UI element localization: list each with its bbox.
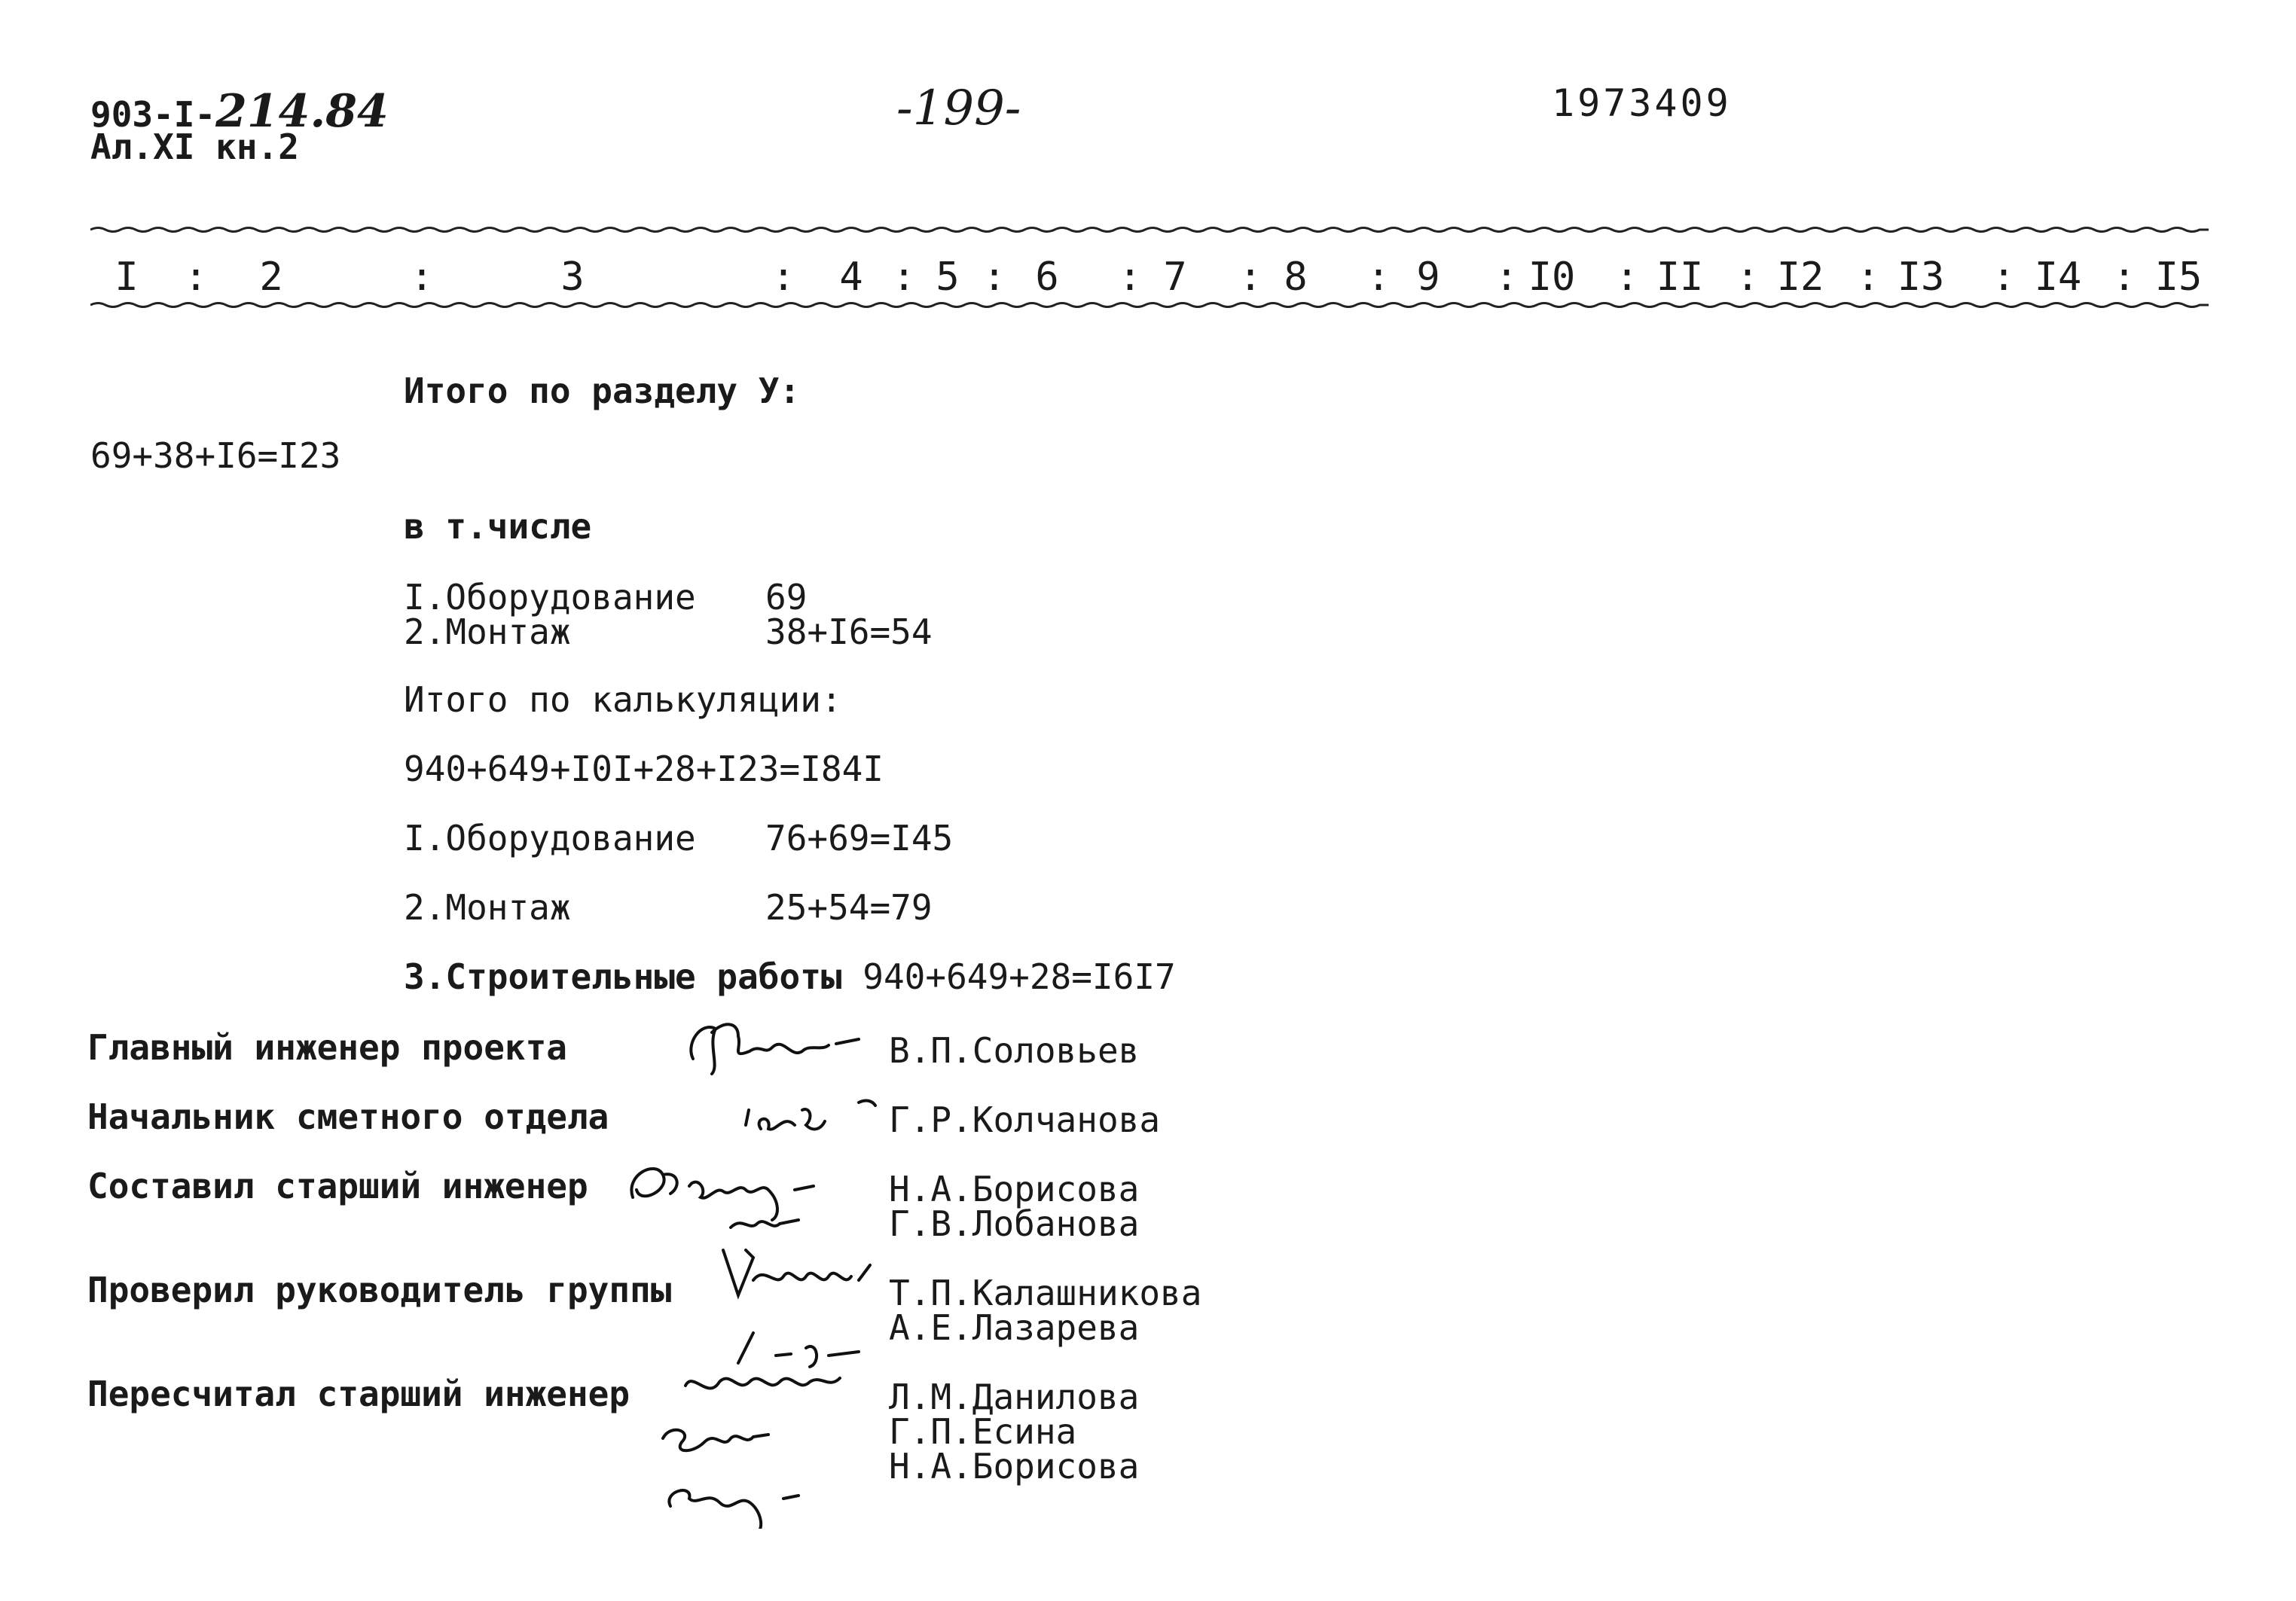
calc-item-value: 940+649+28=I6I7 [863, 956, 1176, 997]
signature-role: Главный инженер проекта [87, 1027, 567, 1068]
column-number: 5 [936, 255, 960, 300]
section-item-value: 69 [765, 577, 808, 618]
column-number: I [114, 255, 139, 300]
including-label: в т.числе [404, 506, 592, 547]
handwritten-signature [648, 1356, 889, 1529]
signatory-name: Т.П.Калашникова [889, 1273, 1202, 1313]
calc-item-value: 25+54=79 [765, 887, 933, 928]
column-number: 6 [1035, 255, 1059, 300]
signature-role: Составил старший инженер [87, 1166, 588, 1206]
signature-role: Проверил руководитель группы [87, 1270, 672, 1310]
table-header-rule [90, 300, 2209, 310]
section-item-label: 2.Монтаж [404, 611, 571, 652]
album-label: Ал.XI кн.2 [90, 127, 299, 167]
column-number: 7 [1163, 255, 1187, 300]
column-number: I3 [1897, 255, 1945, 300]
handwritten-signature [738, 1087, 889, 1148]
signatory-name: Н.А.Борисова [889, 1169, 1140, 1209]
signatory-name: Г.П.Есина [889, 1411, 1077, 1452]
calc-total-heading: Итого по калькуляции: [404, 679, 842, 720]
calc-total-formula: 940+649+I0I+28+I23=I84I [404, 749, 884, 789]
section-total-formula: 69+38+I6=I23 [90, 435, 341, 476]
signatory-name: А.Е.Лазарева [889, 1307, 1140, 1348]
column-number: I4 [2034, 255, 2082, 300]
handwritten-signature [678, 1014, 866, 1081]
column-number: II [1656, 255, 1704, 300]
signatory-name: В.П.Соловьев [889, 1030, 1140, 1071]
signatory-name: Л.М.Данилова [889, 1377, 1140, 1417]
handwritten-signature [618, 1145, 889, 1250]
section-item-label: I.Оборудование [404, 577, 696, 618]
section-total-heading: Итого по разделу У: [404, 371, 801, 411]
column-number: 4 [839, 255, 863, 300]
signatory-name: Г.Р.Колчанова [889, 1099, 1161, 1140]
column-number: 9 [1416, 255, 1440, 300]
column-number: 2 [259, 255, 283, 300]
calc-item-value: 76+69=I45 [765, 818, 954, 858]
signature-role: Начальник сметного отдела [87, 1096, 609, 1137]
column-number-row: I 2 3 4 5 6 7 8 9 I0 II I2 I3 I4 I5 : : : : : : : : : : : : : : [114, 255, 2203, 300]
column-number: I2 [1776, 255, 1824, 300]
table-top-rule [90, 224, 2209, 235]
calc-item-label: 2.Монтаж [404, 887, 571, 928]
column-number: 8 [1284, 255, 1308, 300]
signature-role: Пересчитал старший инженер [87, 1374, 630, 1414]
calc-item-label: I.Оборудование [404, 818, 696, 858]
signatory-name: Г.В.Лобанова [889, 1203, 1140, 1244]
calc-item-label [404, 956, 1176, 997]
document-code-handwritten: 214.84 [215, 85, 389, 138]
inventory-number: 1973409 [1552, 81, 1732, 125]
column-number: I0 [1528, 255, 1576, 300]
page-number: -199- [896, 81, 1021, 136]
section-item-value: 38+I6=54 [765, 611, 933, 652]
document-code-printed: 903-I- [90, 94, 216, 135]
calc-item-label-text: 3.Строительные работы [404, 956, 842, 997]
column-number: 3 [560, 255, 585, 300]
signatory-name: Н.А.Борисова [889, 1446, 1140, 1487]
column-number: I5 [2154, 255, 2203, 300]
